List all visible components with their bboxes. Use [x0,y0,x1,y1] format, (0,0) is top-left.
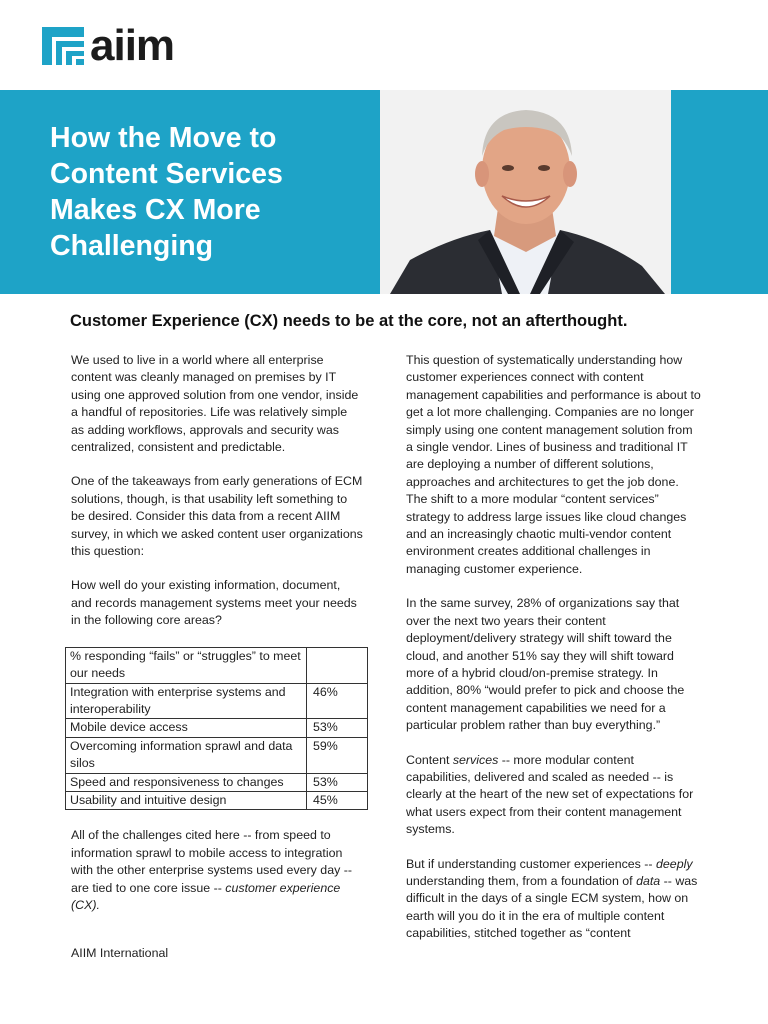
table-cell-label: Overcoming information sprawl and data silos [66,737,307,773]
paragraph-text: understanding them, from a foundation of [406,873,637,888]
logo-text: aiim [90,21,175,70]
paragraph-text: -- more modular content capabilities, delivered and scaled as needed -- is clearly at the heart of the new set of expectations for what users expect from their content management systems. [406,752,694,837]
paragraph [406,856,702,943]
table-row [66,773,368,791]
paragraph [406,752,702,839]
page-title: How the Move to Content Services Makes CX More Challenging [50,122,283,262]
table-cell-value: 53% [307,773,368,791]
emphasis-text: deeply [656,856,693,871]
survey-question: How well do your existing information, document, and records management systems meet your needs in the following core areas? [71,578,357,628]
table-cell-value: 59% [307,737,368,773]
paragraph-text: Content [406,752,453,767]
right-column [406,352,702,960]
left-column [71,352,363,931]
table-cell-label: Usability and intuitive design [66,791,307,809]
table-header-value [307,647,368,683]
table-row [66,683,368,719]
paragraph [71,827,363,914]
table-cell-label: Integration with enterprise systems and interoperability [66,683,307,719]
emphasis-text: customer experience (CX). [71,880,341,912]
paragraph: This question of systematically understanding how customer experiences connect with content management capabilities and performance is about to get a lot more challenging. Companies are no longer simply using one content management solution from a single vendor. Lines of business and traditional IT are deploying a number of different solutions, approaches and architectures to get the job done. The shift to a more modular “content services” strategy to address large issues like cloud changes and an increasingly chaotic multi-vendor content environment creates additional challenges in managing customer experience. [406,353,701,576]
aiim-logo-icon [42,27,84,65]
table-header-row [66,647,368,683]
survey-table [65,647,368,811]
paragraph: In the same survey, 28% of organizations say that over the next two years their content deployment/delivery strategy will shift toward the cloud, and another 51% say they will shift toward more of a hybrid cloud/on-premise strategy. In addition, 80% “would prefer to pick and choose the content management capabilities we need for a particular problem rather than buy everything.” [406,596,685,733]
portrait-photo [380,90,671,294]
paragraph-text: But if understanding customer experiences -- [406,856,657,871]
paragraph-text: -- was difficult in the days of a single ECM system, how on earth will you do it in the era of multiple content capabilities, stitched together as “content [406,873,698,941]
subtitle: Customer Experience (CX) needs to be at the core, not an afterthought. [70,312,628,330]
paragraph-text: All of the challenges cited here -- from speed to information sprawl to mobile access to integration with the other enterprise systems used every day -- are tied to one core issue -- [71,828,352,895]
table-row [66,791,368,809]
table-header-label: % responding “fails” or “struggles” to meet our needs [66,647,307,683]
table-cell-value: 46% [307,683,368,719]
footer-text: AIIM International [71,946,169,960]
table-row [66,719,368,737]
aiim-logo [42,21,175,70]
emphasis-text: services [452,752,499,767]
table-cell-label: Mobile device access [66,719,307,737]
emphasis-text: data [636,873,661,888]
table-row [66,737,368,773]
paragraph: We used to live in a world where all enterprise content was cleanly managed on premises by IT using one approved solution from one vendor, inside a handful of repositories. Life was relatively simple as adding workflows, approvals and security was centralized, consistent and predictable. [71,353,359,455]
portrait-photo-image [380,90,671,294]
table-cell-value: 53% [307,719,368,737]
table-cell-value: 45% [307,791,368,809]
table-cell-label: Speed and responsiveness to changes [66,773,307,791]
paragraph: One of the takeaways from early generations of ECM solutions, though, is that usability left something to be desired. Consider this data from a recent AIIM survey, in which we asked content user organizations this question: [71,474,363,559]
